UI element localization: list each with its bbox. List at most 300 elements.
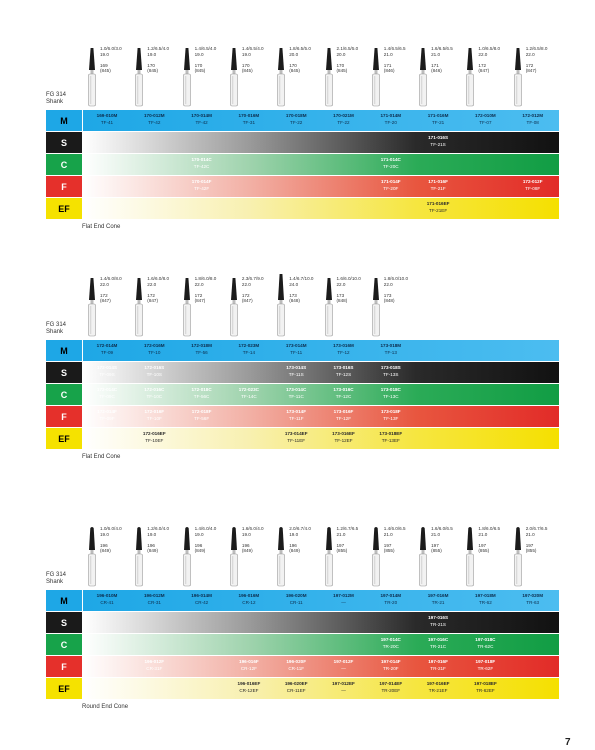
bur-code: 172-018C [191,387,212,392]
bur-spec-line: 21.0 [478,531,488,537]
bur-icon [275,40,287,110]
bur-code-cell [321,431,367,444]
bur-spec-line: 197 [431,542,439,548]
bur-ref-code: TF-13EF [381,437,400,443]
shank-label [46,92,66,106]
shank-label-line: Shank [46,329,64,335]
bur-code-cell [321,113,367,126]
bur-icon [228,520,240,590]
bur-spec-line: 22.0 [147,281,157,287]
bur-code: 170-014C [191,157,212,162]
bur-code: 170-012M [143,113,165,118]
bur-spec-line: 22.0 [525,51,535,57]
bur-spec-line: 1.0/6.5/8.0 [478,46,501,51]
bur-spec [289,526,311,554]
grit-label: M [46,590,82,611]
bur-item [82,40,132,110]
bur-ref-code: TF-22 [337,119,350,125]
bur-code-cell [273,409,319,422]
grit-band [83,678,559,699]
bur-ref-code: TF-10S [146,371,162,377]
bur-code: 197-016EF [426,681,450,686]
bur-code: 173-016C [333,387,354,392]
bur-spec-line: 21.0 [525,531,535,537]
grit-label: EF [46,678,82,699]
bur-spec-line: 1.4/6.5/6.5 [383,46,406,51]
bur-ref-code: TF-42F [194,185,210,191]
grit-label: EF [46,198,82,219]
bur-code: 196-010M [96,593,118,598]
bur-code: 197-018C [475,637,496,642]
bur-item [271,40,321,110]
bur-spec-line: (849) [194,548,206,554]
bur-code-cell [368,113,414,126]
bur-spec-line: 173 [383,292,392,298]
bur-code: 197-016M [427,593,449,598]
bur-spec-line: 21.0 [336,531,346,537]
grit-table [46,340,559,450]
bur-spec-line: 171 [431,62,439,68]
bur-code-cell [321,343,367,356]
bur-code-cell [273,681,319,694]
bur-spec-line: 19.0 [289,531,299,537]
bur-spec-line: (846) [431,68,442,74]
grit-label: C [46,154,82,175]
bur-ref-code: TF-56C [193,393,210,399]
bur-item [224,40,274,110]
bur-item [271,520,321,590]
bur-code: 197-016F [428,659,448,664]
bur-spec-line: 196 [100,542,108,548]
bur-ref-code: CR-11F [288,665,305,671]
grit-row-ef [46,678,559,700]
bur-spec-line: 22.0 [383,281,393,287]
bur-code: 173-018C [380,387,401,392]
bur-icon [86,40,98,110]
bur-code-cell [179,343,225,356]
bur-spec-line: (848) [336,298,348,304]
bur-code: 172-010M [475,113,496,118]
bur-ref-code: TF-12EF [334,437,353,443]
bur-icon [228,40,240,110]
bur-icon [370,270,382,340]
grit-row-f [46,406,559,428]
bur-icon [417,40,429,110]
bur-section [0,520,595,720]
bur-spec-line: (846) [383,68,395,74]
bur-ref-code: TF-11C [288,393,304,399]
grit-row-ef [46,198,559,220]
shank-label-line: FG 314 [46,572,67,578]
bur-code: 172-016M [143,343,165,348]
bur-code: 197-016S [428,615,449,620]
bur-code-cell [415,179,461,192]
bur-code: 197-012F [333,659,354,664]
bur-spec-line: (847) [241,298,253,304]
bur-code: 197-016C [428,637,449,642]
bur-code: 170-016M [238,113,260,118]
bur-spec-line: (845) [241,68,253,74]
bur-icon [275,270,287,340]
bur-spec [384,526,406,554]
bur-spec-line: 19.0 [241,531,251,537]
bur-ref-code: TR-20EF [381,687,401,693]
bur-ref-code: TF-14 [242,349,256,355]
bur-code: 173-018F [380,409,401,414]
bur-spec-line: 197 [478,542,487,548]
section-caption: Flat End Cone [82,454,121,460]
bur-code-cell [368,343,414,356]
bur-code-cell [462,593,508,606]
bur-ref-code: TF-13F [383,415,399,421]
bur-code-cell [462,113,508,126]
bur-item [366,270,416,340]
bur-spec-line: (847) [147,298,159,304]
bur-icon [86,270,98,340]
bur-code: 172-014C [96,387,118,392]
bur-code: 173-016F [333,409,354,414]
bur-item [177,520,227,590]
bur-spec [242,46,264,74]
bur-ref-code: TR-21S [430,621,446,627]
bur-code-cell [131,659,177,672]
bur-spec-line: 1.4/6.0/4.0 [194,526,217,531]
bur-code-cell [415,201,461,214]
bur-code-cell [462,659,508,672]
bur-spec [337,276,361,304]
bur-ref-code: TF-13S [383,371,399,377]
bur-section [0,40,595,240]
bur-code: 173-014S [286,365,307,370]
bur-spec-line: (855) [525,548,537,554]
bur-spec-line: 20.0 [289,51,299,57]
bur-ref-code: TF-10 [148,349,161,355]
bur-ref-code: CR-41 [100,599,114,605]
bur-ref-code: TF-31 [242,119,256,125]
grit-label: M [46,340,82,361]
bur-code: 171-016M [427,113,449,118]
bur-code-cell [510,179,556,192]
bur-spec-line: 2.0/6.7/6.5 [525,526,548,531]
bur-ref-code: TF-07 [479,119,492,125]
bur-spec [289,46,311,74]
bur-spec [242,526,264,554]
bur-spec-line: (845) [147,68,159,74]
bur-item [271,270,321,340]
grit-row-c [46,384,559,406]
bur-spec-line: (855) [478,548,490,554]
bur-ref-code: TR-20C [382,643,399,649]
bur-spec-line: (845) [194,68,206,74]
bur-code-cell [84,409,130,422]
bur-icon [417,520,429,590]
bur-code-cell [415,637,461,650]
bur-ref-code: — [341,687,346,693]
bur-spec-line: 170 [336,62,345,68]
bur-spec [431,46,453,74]
bur-ref-code: TF-20C [383,163,399,169]
bur-spec-line: (855) [336,548,348,554]
bur-spec-line: 1.4/6.5/4.0 [194,46,217,51]
bur-spec-line: 172 [147,292,155,298]
grit-label: M [46,110,82,131]
bur-code-cell [226,659,272,672]
bur-icon [133,40,145,110]
bur-ref-code: TF-11S [288,371,304,377]
bur-code: 172-023C [238,387,259,392]
bur-spec-line: 1.6/6.0/4.0 [241,526,264,531]
bur-code: 173-016M [333,343,354,348]
bur-ref-code: TF-08 [526,119,539,125]
bur-ref-code: TF-14C [241,393,257,399]
bur-code-cell [321,659,367,672]
bur-spec [337,46,359,74]
bur-spec-line: (845) [100,68,111,74]
grit-label: F [46,176,82,197]
bur-ref-code: TF-09F [99,415,115,421]
bur-spec-line: 1.4/6.7/10.0 [289,276,314,281]
bur-spec-line: 170 [147,62,155,68]
bur-code: 171-016EF [426,201,450,206]
bur-code: 196-016EF [237,681,261,686]
bur-spec [100,526,122,554]
bur-spec [100,46,122,74]
bur-code: 172-014M [96,343,118,348]
bur-code-cell [131,387,177,400]
bur-spec-line: 172 [241,292,250,298]
bur-item [413,520,463,590]
bur-ref-code: TF-09 [100,349,114,355]
bur-code: 196-014M [191,593,212,598]
bur-code-cell [131,409,177,422]
bur-code: 197-014C [380,637,401,642]
bur-spec-line: 173 [336,292,345,298]
bur-code-cell [321,409,367,422]
bur-code-cell [273,365,319,378]
bur-icon [323,520,335,590]
bur-ref-code: TR-20F [383,665,399,671]
bur-ref-code: TR-20 [384,599,398,605]
bur-spec-line: 1.6/6.0/10.0 [336,276,361,281]
bur-spec-line: 21.0 [383,51,393,57]
bur-spec [384,276,408,304]
bur-ref-code: — [341,599,346,605]
bur-code-cell [179,157,225,170]
bur-spec [478,46,500,74]
shank-label [46,322,66,336]
bur-spec-line: 24.0 [289,281,299,287]
bur-spec [384,46,406,74]
bur-ref-code: TF-21S [430,141,446,147]
bur-icon [370,520,382,590]
bur-spec-line: 2.3/6.7/9.0 [241,276,264,281]
bur-code-cell [131,343,177,356]
bur-code: 170-021M [333,113,354,118]
grit-table [46,110,559,220]
bur-icon [275,520,287,590]
bur-spec-line: 1.4/6.0/6.5 [383,526,406,531]
bur-code: 173-014C [286,387,307,392]
bur-ref-code: TF-10C [146,393,163,399]
bur-spec-line: (849) [241,548,253,554]
bur-code: 196-016M [238,593,260,598]
bur-spec-line: 1.8/6.0/6.5 [478,526,501,531]
bur-code: 197-012M [333,593,354,598]
bur-spec-line: 1.2/6.5/8.0 [525,46,548,51]
bur-ref-code: TR-62EF [476,687,495,693]
bur-spec-line: (848) [383,298,395,304]
bur-code: 197-018F [475,659,496,664]
bur-icon [181,40,193,110]
bur-ref-code: TF-20 [384,119,397,125]
bur-spec-line: 1.4/6.0/8.0 [100,276,122,281]
grit-band [83,590,559,611]
bur-spec-line: 22.0 [336,281,346,287]
bur-code: 172-016S [144,365,165,370]
bur-code: 173-018S [380,365,401,370]
bur-code-cell [415,681,461,694]
bur-ref-code: TF-09S [99,371,115,377]
bur-ref-code: CR-12 [242,599,256,605]
bur-code-cell [415,615,461,628]
bur-code: 170-018M [285,113,307,118]
bur-code-cell [131,113,177,126]
bur-code-cell [368,593,414,606]
bur-spec-line: (845) [289,68,300,74]
bur-ref-code: CR-31 [147,599,161,605]
bur-spec-line: 171 [383,62,392,68]
section-caption: Round End Cone [82,704,129,710]
bur-item [82,520,132,590]
bur-code-cell [226,681,272,694]
bur-ref-code: TF-42 [195,119,208,125]
grit-row-m [46,110,559,132]
bur-code: 196-020EF [284,681,308,686]
bur-ref-code: TR-21EF [428,687,448,693]
bur-item [224,520,274,590]
bur-spec-line: 1.4/6.5/4.0 [241,46,264,51]
bur-item [129,520,179,590]
bur-code: 172-023M [238,343,260,348]
bur-ref-code: TR-21 [431,599,445,605]
bur-spec-line: (855) [431,548,442,554]
bur-code-cell [84,387,130,400]
bur-spec [100,276,122,304]
bur-ref-code: CR-12EF [239,687,259,693]
bur-ref-code: TF-11 [290,349,303,355]
grit-row-f [46,656,559,678]
bur-spec [242,276,264,304]
bur-ref-code: TF-21 [431,119,445,125]
bur-ref-code: TF-12 [337,349,350,355]
bur-code-cell [179,113,225,126]
grit-band [83,132,559,153]
bur-icon [133,520,145,590]
bur-ref-code: TF-42C [193,163,210,169]
bur-code-cell [131,593,177,606]
grit-row-c [46,634,559,656]
grit-label: C [46,384,82,405]
shank-label-line: Shank [46,579,64,585]
grit-label: C [46,634,82,655]
bur-spec [195,276,217,304]
bur-code: 172-014F [97,409,117,414]
bur-code: 172-018F [191,409,212,414]
grit-band [83,110,559,131]
bur-spec-line: 19.0 [194,51,204,57]
bur-illustration-row [82,270,595,340]
bur-ref-code: TF-56F [194,415,210,421]
bur-code: 196-012F [144,659,165,664]
bur-code-cell [321,365,367,378]
bur-spec-line: 172 [478,62,487,68]
bur-spec-line: 173 [289,292,297,298]
bur-spec-line: 1.2/6.5/4.0 [147,46,170,51]
bur-code-cell [179,409,225,422]
bur-spec-line: 170 [194,62,203,68]
bur-spec-line: 196 [194,542,203,548]
bur-spec-line: 1.6/6.0/8.0 [147,276,170,281]
grit-label: F [46,406,82,427]
bur-item [366,520,416,590]
bur-code: 172-014S [97,365,117,370]
bur-item [129,270,179,340]
bur-ref-code: TF-12S [335,371,352,377]
bur-spec-line: (845) [336,68,348,74]
bur-code: 173-014F [286,409,307,414]
bur-spec-line: 172 [194,292,203,298]
grit-band [83,198,559,219]
bur-code: 196-020M [285,593,307,598]
bur-code-cell [273,387,319,400]
grit-row-s [46,362,559,384]
bur-ref-code: TR-62 [479,599,492,605]
bur-code-cell [226,113,272,126]
bur-spec-line: (849) [147,548,159,554]
bur-code: 170-014M [191,113,212,118]
bur-code-cell [510,113,556,126]
bur-spec-line: 19.0 [100,531,109,537]
bur-spec-line: (848) [289,298,300,304]
bur-spec [337,526,359,554]
bur-spec-line: (847) [100,298,111,304]
bur-spec-line: 1.0/6.0/4.0 [100,526,122,531]
bur-spec-line: 196 [147,542,155,548]
grit-band [83,154,559,175]
bur-code: 197-014M [380,593,402,598]
bur-ref-code: TF-21F [430,185,446,191]
bur-ref-code: TF-12F [335,415,352,421]
grit-label: EF [46,428,82,449]
grit-row-c [46,154,559,176]
bur-item [413,40,463,110]
bur-spec [147,46,169,74]
section-caption: Flat End Cone [82,224,121,230]
bur-section [0,270,595,470]
bur-item [177,40,227,110]
bur-spec-line: (847) [478,68,490,74]
bur-code-cell [415,593,461,606]
bur-ref-code: TF-09C [99,393,115,399]
bur-code-cell [273,113,319,126]
bur-code: 172-016F [144,409,165,414]
bur-icon [512,520,524,590]
bur-ref-code: TF-11F [288,415,304,421]
bur-spec-line: 20.0 [336,51,346,57]
bur-ref-code: CR-11 [289,599,303,605]
bur-code-cell [226,387,272,400]
bur-code-cell [321,593,367,606]
